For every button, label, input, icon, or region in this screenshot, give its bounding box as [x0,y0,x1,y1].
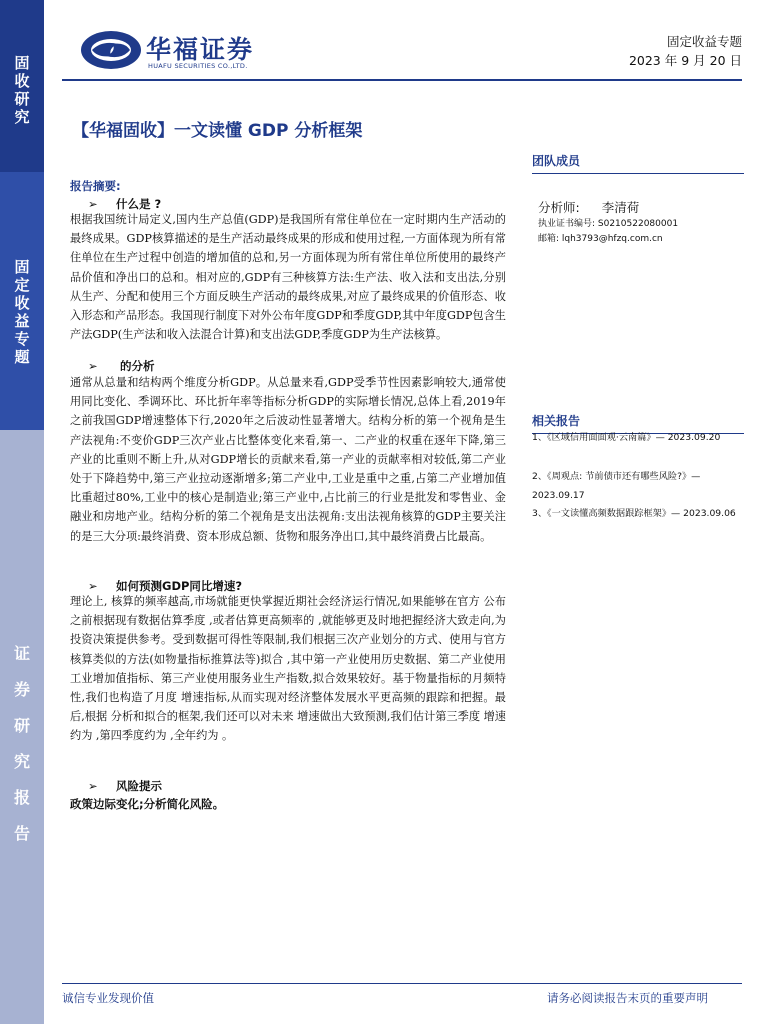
sidebar-char: 收 [14,294,30,312]
team-section [532,152,744,174]
section-title: 的分析 [116,359,155,373]
sidebar-char: 券 [13,680,30,699]
analyst-email[interactable]: 邮箱: lqh3793@hfzq.com.cn [538,234,663,244]
sidebar-char: 研 [14,90,30,108]
arrow-icon: ➢ [88,197,98,211]
sidebar-char: 固 [14,54,30,72]
related-heading: 相关报告 [532,414,581,428]
team-divider [532,173,744,174]
sidebar-char: 研 [13,716,30,735]
risk-text: 政策边际变化;分析简化风险。 [70,797,225,811]
section-heading-gdp-analysis [88,358,155,374]
sidebar-char: 收 [14,72,30,90]
report-date: 2023 年 9 月 20 日 [628,53,742,68]
analyst-line [538,198,639,216]
header-meta [629,32,742,70]
summary-label: 报告摘要: [70,179,121,193]
arrow-icon: ➢ [88,779,98,793]
section-text-gdp-analysis: 通常从总量和结构两个维度分析GDP。从总量来看,GDP受季节性因素影响较大,通常使用同比变化、季调环比、环比折年率等指标分析GDP的实际增长情况,总体上看,2019年之前我国GDP增速整体下行,2020年之后波动性显著增大。结构分析的第一个视角是生产法视角:不变价GDP三次产业占比整体变化来看,第一、二产业的权重在逐年下降,第三产业的比重则不断上升,从对GDP增长的贡献来看,第一产业的贡献率相对较低,第二产业处于下降趋势中,第三产业拉动逐渐增多;第二产业中,工业是重中之重,占第二产业增加值比重超过80%,工业中的核心是制造业;第三产业中,占比前三的行业是批发和零售业、金融业和房地产业。结构分析的第二个视角是支出法视角:支出法视角核算的GDP主要关注的是三大分项:最终消费、资本形成总额、货物和服务净出口,其中最终消费占比最高。 [70,376,506,543]
arrow-icon: ➢ [88,359,98,373]
sidebar-char: 定 [14,276,30,294]
sidebar-label-top [0,54,44,126]
footer-slogan: 诚信专业发现价值 [62,991,154,1005]
arrow-icon: ➢ [88,579,98,593]
page-title: 【华福固收】一文读懂 GDP 分析框架 [72,121,363,141]
related-report-2[interactable]: 2、《周观点: 节前债市还有哪些风险?》— [532,471,701,482]
sidebar-char: 专 [14,330,30,348]
sidebar-label-bottom [0,636,44,852]
section-heading-risk [88,778,162,794]
header-divider [62,79,742,81]
company-name-cn: 华福证券 [146,35,255,64]
section-title: 风险提示 [116,779,162,793]
analyst-label: 分析师: [538,200,580,215]
section-title: 如何预测GDP同比增速? [116,579,243,593]
sidebar-char: 报 [13,788,30,807]
sidebar-char: 证 [13,644,30,663]
report-category: 固定收益专题 [666,34,742,49]
sidebar-char: 究 [14,108,30,126]
footer-disclaimer: 请务必阅读报告末页的重要声明 [547,991,708,1005]
section-text-what-is-gdp: 根据我国统计局定义,国内生产总值(GDP)是我国所有常住单位在一定时期内生产活动的最终成果。GDP核算描述的是生产活动最终成果的形成和使用过程,一方面体现为所有常住单位在生产过程中创造的增加值的总和,另一方面体现为所有常住单位所使用的最终产品价值和净出口的总和。相对应的,GDP有三种核算方法:生产法、收入法和支出法,分别从生产、分配和使用三个方面反映生产活动的最终成果,对应了最终成果的价值形态、收入形态和产品形态。我国现行制度下对外公布年度GDP和季度GDP,其中年度GDP包含生产法GDP(生产法和收入法混合计算)和支出法GDP,季度GDP为生产法核算。 [70,213,506,342]
sidebar-char: 固 [14,258,30,276]
related-report-3[interactable]: 3、《一文读懂高频数据跟踪框架》— 2023.09.06 [532,508,736,519]
left-sidebar [0,0,44,1024]
team-heading: 团队成员 [532,154,581,168]
sidebar-char: 究 [13,752,30,771]
footer-divider [62,983,742,984]
related-report-2-date[interactable]: 2023.09.17 [532,490,585,501]
sidebar-char: 告 [13,824,30,843]
sidebar-char: 题 [14,348,30,366]
section-text-forecast: 理论上, 核算的频率越高,市场就能更快掌握近期社会经济运行情况,如果能够在官方 公布之前根据现有数据估算季度 ,或者估算更高频率的 ,就能够更及时地把握经济大致走向,为投资决策提供参考。受到数据可得性等限制,我们根据三次产业划分的方式、使用与官方 核算类似的方法(如物量指标推算法等)拟合 ,其中第一产业使用历史数据、第二产业使用工业增加值指标、第三产业使用服务业生产指数,拟合效果较好。基于物量指标的月频特性,我们也构造了月度 增速指标,从而实现对经济整体发展水平更高频的跟踪和把握。最后,根据 分析和拟合的框架,我们还可以对未来 增速做出大致预测,我们估计第三季度 增速约为 ,第四季度约为 ,全年约为 。 [70,595,506,743]
analyst-cert: 执业证书编号: S0210522080001 [538,219,679,229]
section-title: 什么是 ? [116,197,162,211]
company-name-en: HUAFU SECURITIES CO.,LTD. [148,62,248,70]
sidebar-char: 益 [14,312,30,330]
analyst-name: 李清荷 [601,200,640,215]
sidebar-label-mid [0,258,44,366]
related-report-1[interactable]: 1、《区域信用面面观·云南篇》— 2023.09.20 [532,432,721,443]
